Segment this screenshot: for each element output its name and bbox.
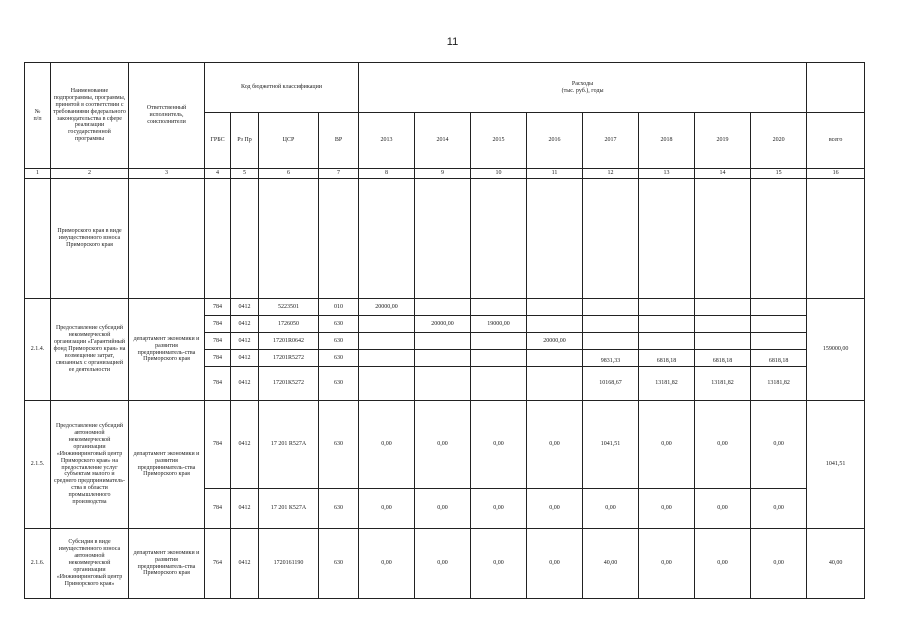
amount-cell xyxy=(359,333,415,350)
column-number: 4 xyxy=(205,169,231,179)
amount-cell xyxy=(695,299,751,316)
amount-cell: 0,00 xyxy=(359,529,415,599)
amount-cell: 0,00 xyxy=(471,401,527,489)
amount-cell xyxy=(415,333,471,350)
item-number: 2.1.5. xyxy=(25,401,51,529)
csr-cell: 17 201 К527А xyxy=(259,489,319,529)
amount-cell: 0,00 xyxy=(359,401,415,489)
table-row xyxy=(25,529,865,599)
amount-cell: 0,00 xyxy=(415,529,471,599)
amount-cell: 20000,00 xyxy=(415,316,471,333)
header-year: 2013 xyxy=(359,113,415,169)
amount-cell xyxy=(751,316,807,333)
amount-cell: 40,00 xyxy=(583,529,639,599)
amount-cell: 19000,00 xyxy=(471,316,527,333)
total-cell: 40,00 xyxy=(807,529,865,599)
grbs-cell: 764 xyxy=(205,529,231,599)
item-number: 2.1.6. xyxy=(25,529,51,599)
amount-cell xyxy=(639,316,695,333)
amount-cell: 0,00 xyxy=(583,489,639,529)
column-number: 7 xyxy=(319,169,359,179)
amount-cell xyxy=(527,316,583,333)
amount-cell: 9831,33 xyxy=(583,350,639,367)
amount-cell xyxy=(471,333,527,350)
item-number: 2.1.4. xyxy=(25,299,51,401)
rzpr-cell: 0412 xyxy=(231,401,259,489)
rzpr-cell: 0412 xyxy=(231,529,259,599)
column-number: 8 xyxy=(359,169,415,179)
amount-cell xyxy=(359,350,415,367)
amount-cell: 0,00 xyxy=(639,489,695,529)
csr-cell: 17201К5272 xyxy=(259,367,319,401)
csr-cell: 17201R0642 xyxy=(259,333,319,350)
amount-cell xyxy=(415,350,471,367)
amount-cell xyxy=(583,299,639,316)
header-code-group: Код бюджетной классификации xyxy=(205,63,359,113)
header-col-vr: ВР xyxy=(319,113,359,169)
amount-cell xyxy=(415,367,471,401)
amount-cell: 0,00 xyxy=(695,401,751,489)
item-name: Субсидия в виде имущественного взноса автономной некоммерческой организации «Инжиниринговый центр Приморского края» xyxy=(51,529,129,599)
amount-cell xyxy=(415,299,471,316)
header-col-csr: ЦСР xyxy=(259,113,319,169)
vr-cell: 630 xyxy=(319,367,359,401)
amount-cell: 0,00 xyxy=(471,529,527,599)
vr-cell: 630 xyxy=(319,333,359,350)
rzpr-cell: 0412 xyxy=(231,333,259,350)
total-cell: 1041,51 xyxy=(807,401,865,529)
rzpr-cell: 0412 xyxy=(231,350,259,367)
amount-cell: 0,00 xyxy=(527,529,583,599)
amount-cell: 1041,51 xyxy=(583,401,639,489)
amount-cell: 0,00 xyxy=(751,489,807,529)
table-row-continuation xyxy=(25,179,865,299)
item-name: Предоставление субсидий некоммерческой организации «Гарантийный фонд Приморского края» на возмещение затрат, связанных с организацией ее деятельности xyxy=(51,299,129,401)
amount-cell xyxy=(695,333,751,350)
amount-cell: 6818,18 xyxy=(639,350,695,367)
header-col-grbs: ГРБС xyxy=(205,113,231,169)
csr-cell: 1720161190 xyxy=(259,529,319,599)
column-number: 16 xyxy=(807,169,865,179)
vr-cell: 630 xyxy=(319,529,359,599)
column-number: 11 xyxy=(527,169,583,179)
amount-cell: 0,00 xyxy=(695,529,751,599)
grbs-cell: 784 xyxy=(205,316,231,333)
header-row-top xyxy=(25,63,865,113)
grbs-cell: 784 xyxy=(205,299,231,316)
header-year: 2017 xyxy=(583,113,639,169)
amount-cell xyxy=(471,367,527,401)
header-col-no: № п/п xyxy=(25,63,51,169)
grbs-cell: 784 xyxy=(205,489,231,529)
amount-cell xyxy=(527,367,583,401)
amount-cell: 0,00 xyxy=(527,489,583,529)
rzpr-cell: 0412 xyxy=(231,299,259,316)
column-number: 10 xyxy=(471,169,527,179)
column-number: 1 xyxy=(25,169,51,179)
amount-cell: 20000,00 xyxy=(359,299,415,316)
header-year: 2019 xyxy=(695,113,751,169)
column-number-row xyxy=(25,169,865,179)
header-year: 2020 xyxy=(751,113,807,169)
csr-cell: 17201R5272 xyxy=(259,350,319,367)
column-number: 3 xyxy=(129,169,205,179)
budget-table xyxy=(24,62,865,599)
amount-cell xyxy=(359,367,415,401)
amount-cell: 0,00 xyxy=(639,401,695,489)
amount-cell xyxy=(639,333,695,350)
vr-cell: 630 xyxy=(319,350,359,367)
amount-cell: 0,00 xyxy=(527,401,583,489)
amount-cell: 0,00 xyxy=(639,529,695,599)
amount-cell: 13181,82 xyxy=(751,367,807,401)
amount-cell: 10168,67 xyxy=(583,367,639,401)
page-number: 11 xyxy=(446,36,459,48)
amount-cell xyxy=(639,299,695,316)
rzpr-cell: 0412 xyxy=(231,316,259,333)
amount-cell xyxy=(583,333,639,350)
amount-cell xyxy=(359,316,415,333)
item-responsible: департамент экономики и развития предприниматель-ства Приморского края xyxy=(129,299,205,401)
amount-cell xyxy=(751,333,807,350)
header-year: 2018 xyxy=(639,113,695,169)
amount-cell: 0,00 xyxy=(751,529,807,599)
header-year: 2016 xyxy=(527,113,583,169)
amount-cell: 0,00 xyxy=(751,401,807,489)
item-responsible: департамент экономики и развития предприниматель-ства Приморского края xyxy=(129,529,205,599)
csr-cell: 5223501 xyxy=(259,299,319,316)
csr-cell: 1726050 xyxy=(259,316,319,333)
header-total-spacer xyxy=(807,63,865,113)
vr-cell: 010 xyxy=(319,299,359,316)
column-number: 12 xyxy=(583,169,639,179)
item-name: Приморского края в виде имущественного взноса Приморского края xyxy=(51,179,129,299)
column-number: 6 xyxy=(259,169,319,179)
amount-cell: 0,00 xyxy=(695,489,751,529)
table-row xyxy=(25,401,865,489)
vr-cell: 630 xyxy=(319,316,359,333)
amount-cell: 0,00 xyxy=(471,489,527,529)
grbs-cell: 784 xyxy=(205,350,231,367)
header-col-rzpr: Рз Пр xyxy=(231,113,259,169)
csr-cell: 17 201 R527A xyxy=(259,401,319,489)
table-row xyxy=(25,299,865,316)
amount-cell xyxy=(751,299,807,316)
grbs-cell: 784 xyxy=(205,333,231,350)
vr-cell: 630 xyxy=(319,401,359,489)
header-year: 2014 xyxy=(415,113,471,169)
item-name: Предоставление субсидий автономной некоммерческой организации «Инжиниринговый центр Приморского края» на предоставление услуг субъектам малого и среднего предприниматель-ства в области промышленного производства xyxy=(51,401,129,529)
header-col-total: всего xyxy=(807,113,865,169)
header-col-name: Наименование подпрограммы, программы, принятой в соответствии с требованиями федерального законодательства в сфере реализации государственной программы xyxy=(51,63,129,169)
header-expenses-group: Расходы (тыс. руб.), годы xyxy=(359,63,807,113)
column-number: 14 xyxy=(695,169,751,179)
amount-cell xyxy=(471,299,527,316)
grbs-cell: 784 xyxy=(205,401,231,489)
amount-cell xyxy=(695,316,751,333)
amount-cell: 6818,18 xyxy=(695,350,751,367)
amount-cell xyxy=(527,299,583,316)
rzpr-cell: 0412 xyxy=(231,367,259,401)
amount-cell: 0,00 xyxy=(415,489,471,529)
item-responsible: департамент экономики и развития предприниматель-ства Приморского края xyxy=(129,401,205,529)
total-cell: 159000,00 xyxy=(807,299,865,401)
column-number: 2 xyxy=(51,169,129,179)
amount-cell: 0,00 xyxy=(415,401,471,489)
amount-cell xyxy=(583,316,639,333)
amount-cell: 13181,82 xyxy=(639,367,695,401)
grbs-cell: 784 xyxy=(205,367,231,401)
column-number: 15 xyxy=(751,169,807,179)
column-number: 13 xyxy=(639,169,695,179)
amount-cell: 6818,18 xyxy=(751,350,807,367)
header-year: 2015 xyxy=(471,113,527,169)
vr-cell: 630 xyxy=(319,489,359,529)
amount-cell xyxy=(471,350,527,367)
column-number: 5 xyxy=(231,169,259,179)
amount-cell: 20000,00 xyxy=(527,333,583,350)
amount-cell xyxy=(527,350,583,367)
header-col-responsible: Ответственный исполнитель, соисполнители xyxy=(129,63,205,169)
amount-cell: 0,00 xyxy=(359,489,415,529)
column-number: 9 xyxy=(415,169,471,179)
amount-cell: 13181,82 xyxy=(695,367,751,401)
rzpr-cell: 0412 xyxy=(231,489,259,529)
